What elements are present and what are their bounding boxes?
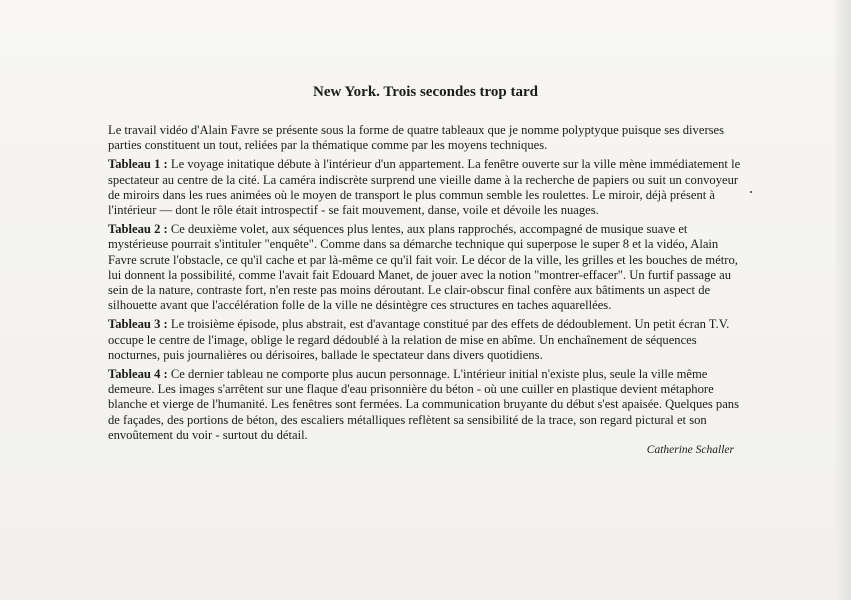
tableau-2-text: Ce deuxième volet, aux séquences plus lentes, aux plans rapprochés, accompagné de musique suave et mystérieuse pourrait s'intituler "enquête". Comme dans sa démarche technique qui superpose le super 8 et la vidéo, Alain Favre scrute l'obstacle, ce qu'il cache et par là-même ce qu'il fait voir. Le décor de la ville, les grilles et les bouches de métro, lui donnent la possibilité, comme l'avait fait Edouard Manet, de jouer avec la notion "montrer-effacer". Un furtif passage au sein de la nature, contraste fort, n'en reste pas moins déroutant. Le clair-obscur final confère aux bâtiments un aspect de silhouette avant que l'accélération folle de la ville ne désintègre ces structures en taches aquarellées.: [108, 222, 738, 313]
tableau-1-label: Tableau 1 :: [108, 157, 168, 172]
tableau-2-paragraph: [108, 222, 748, 313]
tableau-3-label: Tableau 3 :: [108, 317, 168, 332]
intro-paragraph: Le travail vidéo d'Alain Favre se présente sous la forme de quatre tableaux que je nomme polyptyque puisque ses diverses parties constituent un tout, reliées par la thématique comme par les moyens techniques.: [108, 123, 725, 153]
tableau-1-paragraph: [108, 157, 748, 218]
tableau-4-label: Tableau 4 :: [108, 367, 168, 382]
document-title: New York. Trois secondes trop tard: [313, 84, 538, 100]
tableau-2-label: Tableau 2 :: [108, 222, 168, 237]
author-signature: Catherine Schaller: [646, 444, 734, 457]
tableau-4-paragraph: [108, 367, 748, 443]
tableau-4-text: Ce dernier tableau ne comporte plus aucun personnage. L'intérieur initial n'existe plus, seule la ville même demeure. Les images s'arrêtent sur une flaque d'eau prisonnière du béton - où une cuiller en plastique devient métaphore blanche et vierge de l'humanité. Les fenêtres sont fermées. La communication bruyante du début s'est apaisée. Quelques pans de façades, des portions de béton, des escaliers métalliques reflètent sa sensibilité de la trace, son regard pictural et son envoûtement du voir - surtout du détail.: [108, 367, 739, 442]
document-body: [108, 123, 748, 458]
tableau-1-text: Le voyage initatique débute à l'intérieur d'un appartement. La fenêtre ouverte sur la ville mène immédiatement le spectateur au centre de la cité. La caméra indiscrète surprend une vieille dame à la recherche de papiers ou suit un convoyeur de miroirs dans les rues animées où le moyen de transport le plus commun semble les roulettes. Le miroir, déjà présent à l'intérieur — dont le rôle était introspectif - se fait mouvement, danse, voile et dévoile les nuages.: [108, 157, 741, 218]
ink-speck: [750, 191, 752, 193]
tableau-3-text: Le troisième épisode, plus abstrait, est d'avantage constitué par des effets de dédoublement. Un petit écran T.V. occupe le centre de l'image, oblige le regard dédoublé à la relation de mise en abîme. Un enchaînement de séquences nocturnes, puis journalières ou dérisoires, ballade le spectateur dans divers quotidiens.: [108, 317, 730, 362]
tableau-3-paragraph: [108, 317, 748, 363]
